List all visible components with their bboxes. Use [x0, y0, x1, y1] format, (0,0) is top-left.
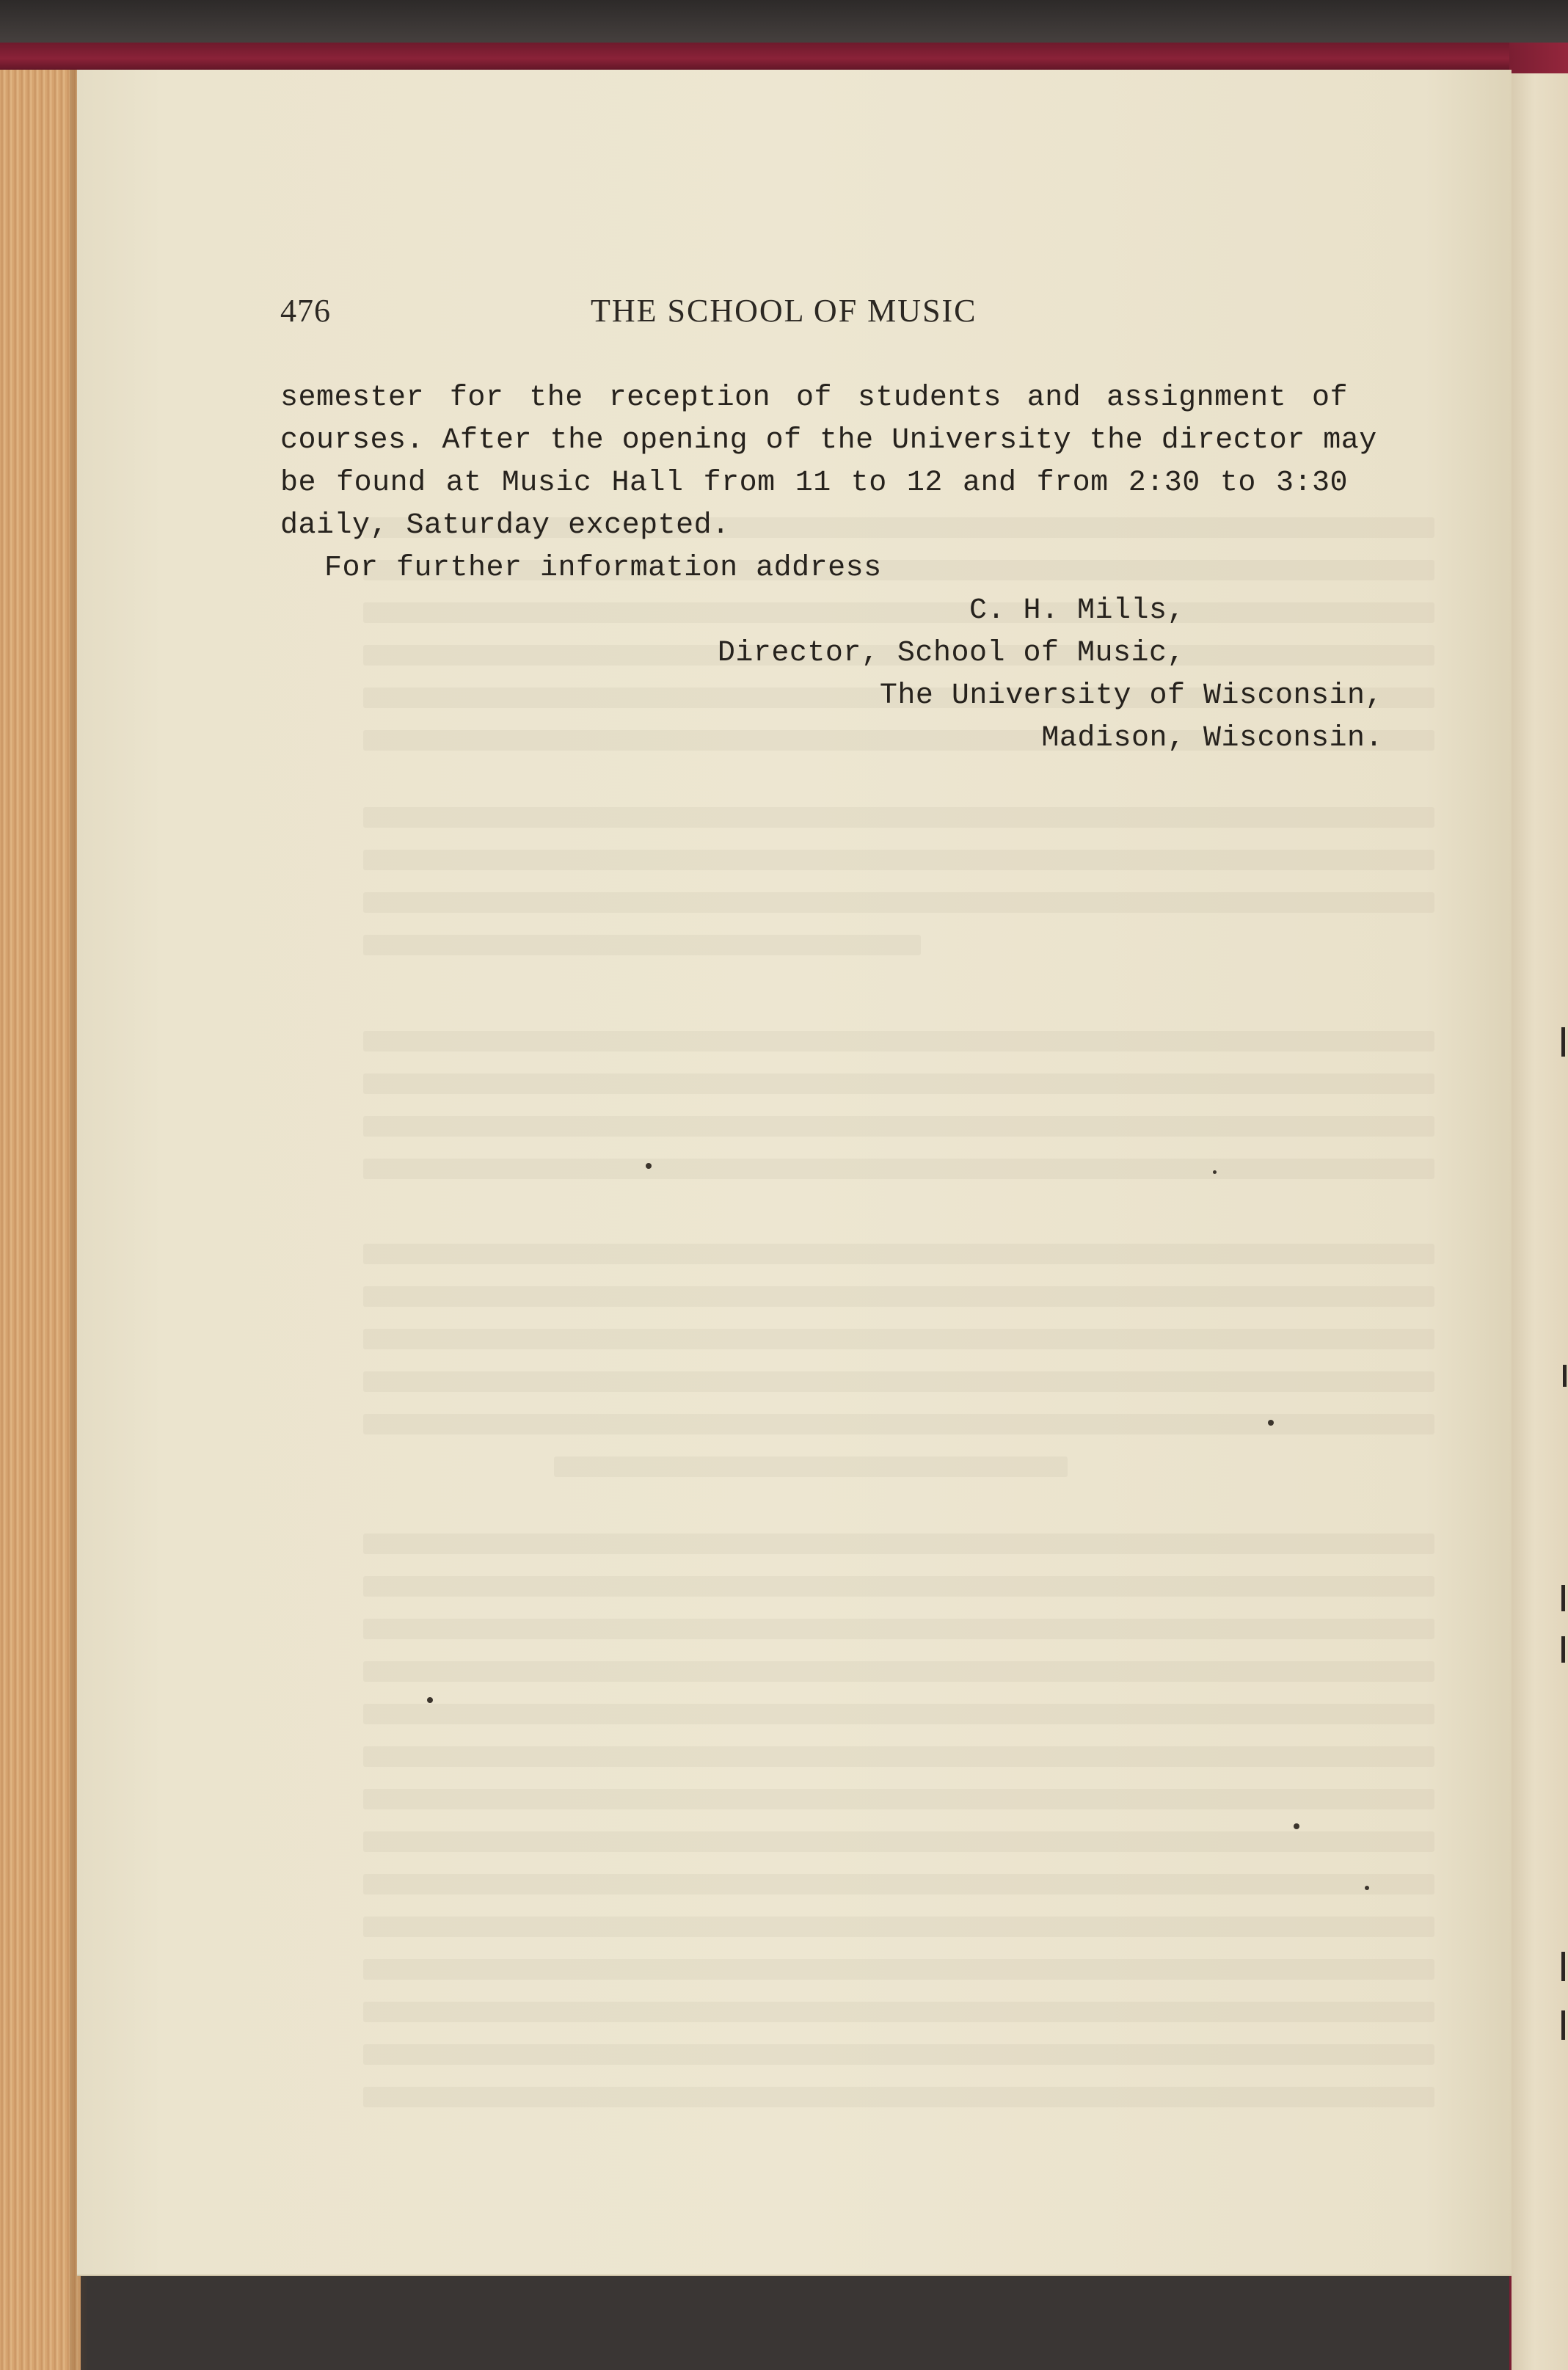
bleed-through: [363, 1661, 1434, 1682]
next-page-edge: [1512, 73, 1568, 2370]
bleed-through: [363, 1414, 1434, 1434]
bleed-through: [363, 1286, 1434, 1307]
bleed-through: [363, 1073, 1434, 1094]
signature-location: Madison, Wisconsin.: [1041, 722, 1383, 755]
body-line: courses. After the opening of the University the director may: [280, 424, 1377, 457]
bleed-through: [363, 1031, 1434, 1051]
bleed-through: [554, 1456, 1068, 1477]
bleed-through: [363, 1329, 1434, 1349]
bleed-through: [363, 1917, 1434, 1937]
next-page-mark: [1561, 1636, 1565, 1663]
bleed-through: [363, 1704, 1434, 1724]
bleed-through: [363, 1959, 1434, 1980]
next-page-mark: [1561, 1952, 1565, 1981]
bleed-through: [363, 935, 921, 955]
bleed-through: [363, 1576, 1434, 1597]
bleed-through: [363, 892, 1434, 913]
body-line: daily, Saturday excepted.: [280, 509, 730, 542]
bleed-through: [363, 602, 1434, 623]
bleed-through: [363, 1534, 1434, 1554]
signature-title: Director, School of Music,: [717, 637, 1185, 670]
dust-speck: [646, 1163, 652, 1169]
dust-speck: [1365, 1886, 1369, 1890]
book-cover-top-edge: [0, 43, 1519, 72]
next-page-mark: [1561, 1027, 1565, 1057]
signature-institution: The University of Wisconsin,: [879, 679, 1383, 712]
bleed-through: [363, 850, 1434, 870]
bleed-through: [363, 1619, 1434, 1639]
dust-speck: [1294, 1823, 1299, 1829]
page-number: 476: [280, 293, 331, 329]
bleed-through: [363, 1244, 1434, 1264]
further-info-line: For further information address: [324, 552, 882, 585]
bleed-through: [363, 807, 1434, 828]
bleed-through: [363, 1831, 1434, 1852]
next-page-mark: [1561, 2010, 1565, 2040]
bleed-through: [363, 1159, 1434, 1179]
dust-speck: [1213, 1170, 1217, 1174]
bleed-through: [363, 2044, 1434, 2065]
bleed-through: [363, 2087, 1434, 2107]
running-title: THE SCHOOL OF MUSIC: [591, 293, 977, 329]
book-page: [77, 70, 1512, 2276]
next-page-mark: [1561, 1585, 1565, 1611]
next-page-mark: [1563, 1365, 1567, 1387]
page-stack-edges: [0, 70, 81, 2370]
signature-name: C. H. Mills,: [969, 594, 1185, 627]
bleed-through: [363, 1789, 1434, 1809]
bleed-through: [363, 2002, 1434, 2022]
body-line: semester for the reception of students and assignment of: [280, 382, 1348, 415]
bleed-through: [363, 1746, 1434, 1767]
dust-speck: [1268, 1420, 1274, 1426]
bleed-through: [363, 1874, 1434, 1895]
dust-speck: [427, 1697, 433, 1703]
body-line: be found at Music Hall from 11 to 12 and from 2:30 to 3:30: [280, 467, 1348, 500]
bleed-through: [363, 1116, 1434, 1137]
bleed-through: [363, 1371, 1434, 1392]
